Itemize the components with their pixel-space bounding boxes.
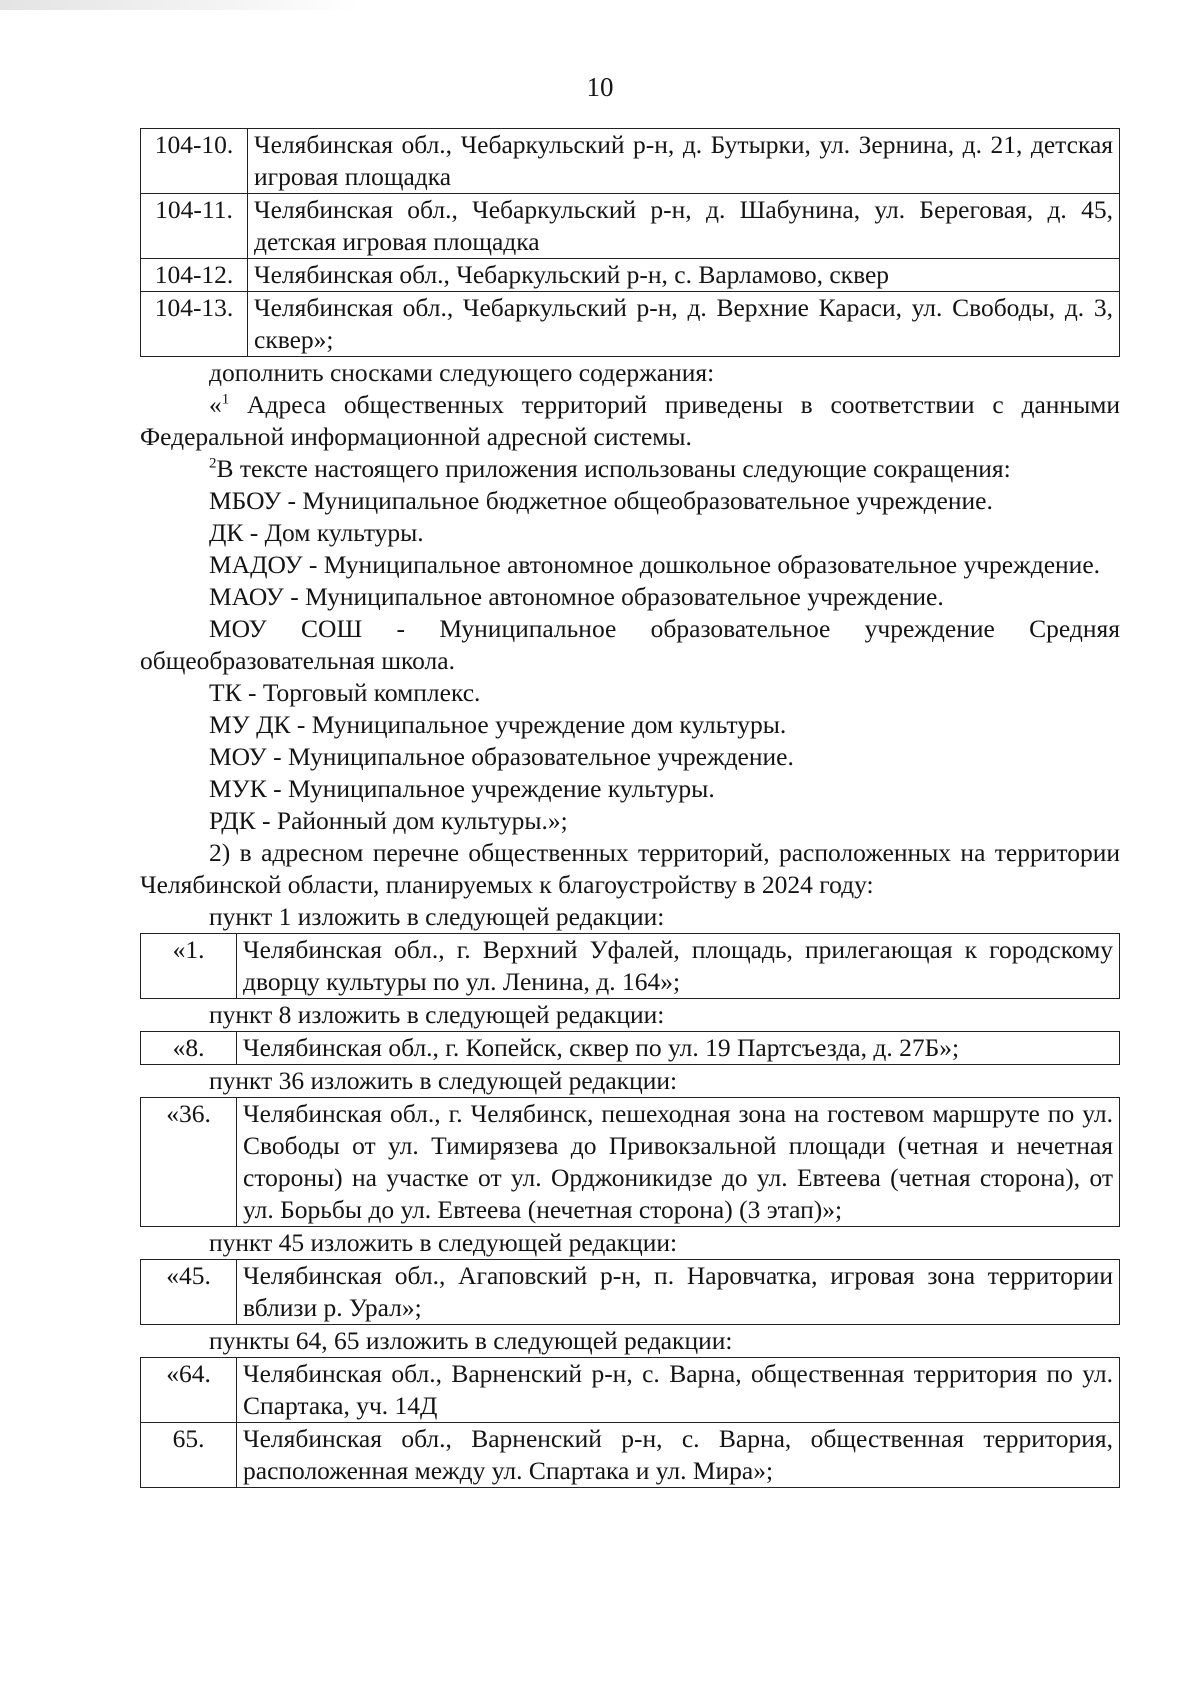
- address-table-item-45: [140, 1259, 1120, 1325]
- address-table-104: [140, 128, 1120, 357]
- table-row: [141, 1032, 1120, 1065]
- footnote-1-mark: 1: [221, 391, 230, 408]
- row-number: «45.: [141, 1260, 237, 1325]
- abbreviation-item: МУ ДК - Муниципальное учреждение дом культуры.: [209, 710, 787, 739]
- table-row: [141, 292, 1120, 357]
- table-row: [141, 129, 1120, 194]
- row-address: Челябинская обл., Агаповский р-н, п. Наровчатка, игровая зона территории вблизи р. Урал»;: [237, 1260, 1120, 1325]
- row-number: 65.: [141, 1423, 237, 1488]
- document-body: [140, 128, 1120, 1488]
- abbreviation-item: МАДОУ - Муниципальное автономное дошкольное образовательное учреждение.: [209, 550, 1101, 579]
- section-label: пункты 64, 65 изложить в следующей редакции:: [209, 1326, 733, 1355]
- row-number: «64.: [141, 1358, 237, 1423]
- table-row: [141, 259, 1120, 292]
- table-row: [141, 1358, 1120, 1423]
- row-address: Челябинская обл., Варненский р-н, с. Варна, общественная территория, расположенная между ул. Спартака и ул. Мира»;: [237, 1423, 1120, 1488]
- footnote-1-text: Адреса общественных территорий приведены в соответствии с данными Федеральной информационной адресной системы.: [140, 390, 1120, 451]
- row-number: 104-12.: [141, 259, 248, 292]
- table-row: [141, 1260, 1120, 1325]
- footnote-1: [140, 389, 1120, 453]
- footnotes-intro: дополнить сносками следующего содержания:: [209, 358, 715, 387]
- footnote-2: [140, 453, 1120, 485]
- section-label: пункт 8 изложить в следующей редакции:: [209, 1000, 665, 1029]
- row-number: 104-13.: [141, 292, 248, 357]
- section-label: пункт 45 изложить в следующей редакции:: [209, 1228, 678, 1257]
- abbreviation-item: МБОУ - Муниципальное бюджетное общеобразовательное учреждение.: [209, 486, 993, 515]
- address-table-item-1: [140, 933, 1120, 999]
- row-address: Челябинская обл., г. Челябинск, пешеходная зона на гостевом маршруте по ул. Свободы от ул. Тимирязева до Привокзальной площади (четная и нечетная стороны) на участке от ул. Орджоникидзе до ул. Евтеева (четная сторона), от ул. Борьбы до ул. Евтеева (нечетная сторона) (3 этап)»;: [237, 1098, 1120, 1227]
- section-label: пункт 1 изложить в следующей редакции:: [209, 902, 665, 931]
- row-number: 104-11.: [141, 194, 248, 259]
- footnote-2-mark: 2: [209, 455, 217, 472]
- row-address: Челябинская обл., Чебаркульский р-н, с. Варламово, сквер: [248, 259, 1120, 292]
- row-address: Челябинская обл., г. Копейск, сквер по ул. 19 Партсъезда, д. 27Б»;: [237, 1032, 1120, 1065]
- table-row: [141, 934, 1120, 999]
- abbreviation-item: ТК - Торговый комплекс.: [209, 678, 481, 707]
- row-address: Челябинская обл., Чебаркульский р-н, д. Бутырки, ул. Зернина, д. 21, детская игровая площадка: [248, 129, 1120, 194]
- row-number: «1.: [141, 934, 237, 999]
- section-label: пункт 36 изложить в следующей редакции:: [209, 1066, 678, 1095]
- abbreviation-item: РДК - Районный дом культуры.»;: [209, 806, 568, 835]
- row-address: Челябинская обл., Варненский р-н, с. Варна, общественная территория по ул. Спартака, уч. 14Д: [237, 1358, 1120, 1423]
- address-table-item-36: [140, 1097, 1120, 1227]
- row-number: «36.: [141, 1098, 237, 1227]
- row-address: Челябинская обл., Чебаркульский р-н, д. Шабунина, ул. Береговая, д. 45, детская игровая площадка: [248, 194, 1120, 259]
- table-row: [141, 1098, 1120, 1227]
- page-number: 10: [586, 72, 614, 102]
- item-2-paragraph: 2) в адресном перечне общественных территорий, расположенных на территории Челябинской области, планируемых к благоустройству в 2024 году:: [140, 838, 1120, 899]
- row-number: 104-10.: [141, 129, 248, 194]
- footnote-1-prefix: «: [209, 390, 222, 419]
- footnote-2-text: В тексте настоящего приложения использованы следующие сокращения:: [216, 454, 1011, 483]
- table-row: [141, 1423, 1120, 1488]
- address-table-items-64-65: [140, 1357, 1120, 1488]
- abbreviation-item: ДК - Дом культуры.: [209, 518, 424, 547]
- abbreviation-item: МАОУ - Муниципальное автономное образовательное учреждение.: [209, 582, 944, 611]
- row-address: Челябинская обл., г. Верхний Уфалей, площадь, прилегающая к городскому дворцу культуры по ул. Ленина, д. 164»;: [237, 934, 1120, 999]
- row-number: «8.: [141, 1032, 237, 1065]
- abbreviation-item: МУК - Муниципальное учреждение культуры.: [209, 774, 715, 803]
- row-address: Челябинская обл., Чебаркульский р-н, д. Верхние Караси, ул. Свободы, д. 3, сквер»;: [248, 292, 1120, 357]
- abbreviation-item: МОУ - Муниципальное образовательное учреждение.: [209, 742, 794, 771]
- address-table-item-8: [140, 1031, 1120, 1065]
- abbreviation-item: МОУ СОШ - Муниципальное образовательное учреждение Средняя общеобразовательная школа.: [140, 614, 1120, 675]
- table-row: [141, 194, 1120, 259]
- scan-artifact: [0, 0, 360, 10]
